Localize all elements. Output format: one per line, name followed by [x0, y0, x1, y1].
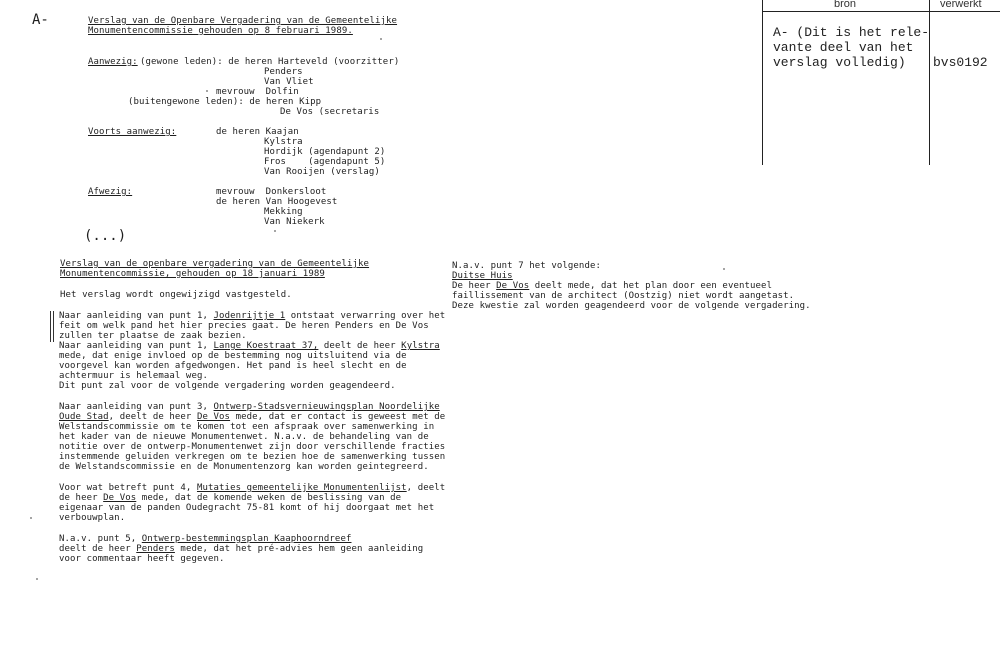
absent-line: mevrouw Donkersloot [216, 187, 327, 197]
also-present-line: Kylstra [264, 137, 303, 147]
para4-line: de heer De Vos mede, dat de komende weken de beslissing van de [59, 493, 402, 503]
para2-line: Naar aanleiding van punt 1, Lange Koestraat 37, deelt de heer Kylstra [59, 341, 440, 351]
column-header-bron: bron [834, 0, 857, 10]
ellipsis-mark: (...) [84, 228, 127, 244]
scan-speck [206, 90, 208, 92]
para6-subject: Duitse Huis [452, 271, 513, 281]
para3-line: Welstandscommissie om te komen tot een afspraak over samenwerking in [59, 422, 435, 432]
present-regular-members: (gewone leden): de heren Harteveld (voorzitter) [140, 57, 400, 67]
para1-line: zullen ter plaatse de zaak bezien. [59, 331, 247, 341]
para6-intro: N.a.v. punt 7 het volgende: [452, 261, 601, 271]
para6-line: De heer De Vos deelt mede, dat het plan door een eventueel [452, 281, 773, 291]
para3-line: instemmende geluiden verkregen om te bezien hoe de samenwerking tussen [59, 452, 446, 462]
present-extra-members: (buitengewone leden): de heren Kipp [128, 97, 322, 107]
para4-line: verbouwplan. [59, 513, 126, 523]
para3-link: Ontwerp-Stadsvernieuwingsplan Noordelijke [213, 402, 440, 412]
also-present-line: Van Rooijen (verslag) [264, 167, 380, 177]
para1-link: Jodenrijtje 1 [213, 311, 286, 321]
para1-line: feit om welk pand het hier precies gaat. De heren Penders en De Vos [59, 321, 429, 331]
scan-speck [723, 268, 725, 270]
archive-stamp-table [762, 0, 1000, 165]
also-present-line: Hordijk (agendapunt 2) [264, 147, 386, 157]
also-present-line: de heren Kaajan [216, 127, 299, 137]
para3-line: Oude Stad, deelt de heer De Vos mede, dat er contact is geweest met de [59, 412, 446, 422]
margin-mark: A- [32, 12, 49, 28]
para4-line: eigenaar van de panden Oudegracht 75-81 komt of hij doorgaat met het [59, 503, 435, 513]
present-name: Van Vliet [264, 77, 314, 87]
absent-label: Afwezig: [88, 187, 133, 197]
para4-line: Voor wat betreft punt 4, Mutaties gemeentelijke Monumentenlijst, deelt [59, 483, 446, 493]
scan-speck [380, 38, 382, 40]
para4-name: De Vos [103, 493, 137, 503]
para5-line: deelt de heer Penders mede, dat het pré-advies hem geen aanleiding [59, 544, 424, 554]
document-title-line1: Verslag van de Openbare Vergadering van de Gemeentelijke [88, 16, 398, 26]
column-header-verwerkt: verwerkt [940, 0, 982, 10]
stamp-note-line2: vante deel van het [773, 40, 914, 55]
para3-line: het kader van de nieuwe Monumentenwet. N.a.v. de behandeling van de [59, 432, 429, 442]
para6-line: faillissement van de architect (Oostzig) niet wordt aangetast. [452, 291, 795, 301]
absent-line: Van Niekerk [264, 217, 325, 227]
para5-line: N.a.v. punt 5, Ontwerp-bestemmingsplan Kaaphoorndreef [59, 534, 352, 544]
para2-link: Lange Koestraat 37, [213, 341, 319, 351]
document-title-line2: Monumentencommissie gehouden op 8 februari 1989. [88, 26, 353, 36]
present-secretary: De Vos (secretaris [280, 107, 380, 117]
prev-minutes-title-line2: Monumentencommissie, gehouden op 18 januari 1989 [60, 269, 325, 279]
absent-line: de heren Van Hoogevest [216, 197, 338, 207]
stamp-note-line3: verslag volledig) [773, 55, 906, 70]
para3-line: Naar aanleiding van punt 3, Ontwerp-Stadsvernieuwingsplan Noordelijke [59, 402, 440, 412]
present-mevrouw: mevrouw Dolfin [216, 87, 299, 97]
also-present-line: Fros (agendapunt 5) [264, 157, 386, 167]
scan-speck [36, 578, 38, 580]
scan-speck [30, 517, 32, 519]
para3-line: de Welstandscommissie en de Monumentenzorg kan worden geintegreerd. [59, 462, 429, 472]
para3-name: De Vos [196, 412, 231, 422]
para1-line: Naar aanleiding van punt 1, Jodenrijtje 1 ontstaat verwarring over het [59, 311, 446, 321]
present-label: Aanwezig: [88, 57, 138, 67]
margin-bar [50, 311, 51, 342]
para2-line: mede, dat enige invloed op de bestemming nog uitsluitend via de [59, 351, 407, 361]
minutes-adopted: Het verslag wordt ongewijzigd vastgesteld. [60, 290, 292, 300]
para5-link: Ontwerp-bestemmingsplan Kaaphoorndreef [141, 534, 352, 544]
para2-line: Dit punt zal voor de volgende vergadering worden geagendeerd. [59, 381, 396, 391]
para5-line: voor commentaar heeft gegeven. [59, 554, 225, 564]
stamp-note-line1: A- (Dit is het rele- [773, 25, 930, 40]
para2-name: Kylstra [401, 341, 440, 351]
para6-line: Deze kwestie zal worden geagendeerd voor de volgende vergadering. [452, 301, 811, 311]
present-name: Penders [264, 67, 303, 77]
para6-name: De Vos [496, 281, 530, 291]
para5-name: Penders [136, 544, 175, 554]
para2-line: voorgevel kan worden afgedwongen. Het pand is heel slecht en de [59, 361, 407, 371]
also-present-label: Voorts aanwezig: [88, 127, 177, 137]
absent-line: Mekking [264, 207, 303, 217]
prev-minutes-title-line1: Verslag van de openbare vergadering van de Gemeentelijke [60, 259, 370, 269]
stamp-code: bvs0192 [933, 55, 988, 70]
para2-line: achtermuur is helemaal weg. [59, 371, 208, 381]
para3-line: notitie over de ontwerp-Monumentenwet zijn door verschillende fracties [59, 442, 446, 452]
margin-bar [53, 311, 54, 342]
scan-speck [274, 230, 276, 232]
para4-link: Mutaties gemeentelijke Monumentenlijst [196, 483, 407, 493]
